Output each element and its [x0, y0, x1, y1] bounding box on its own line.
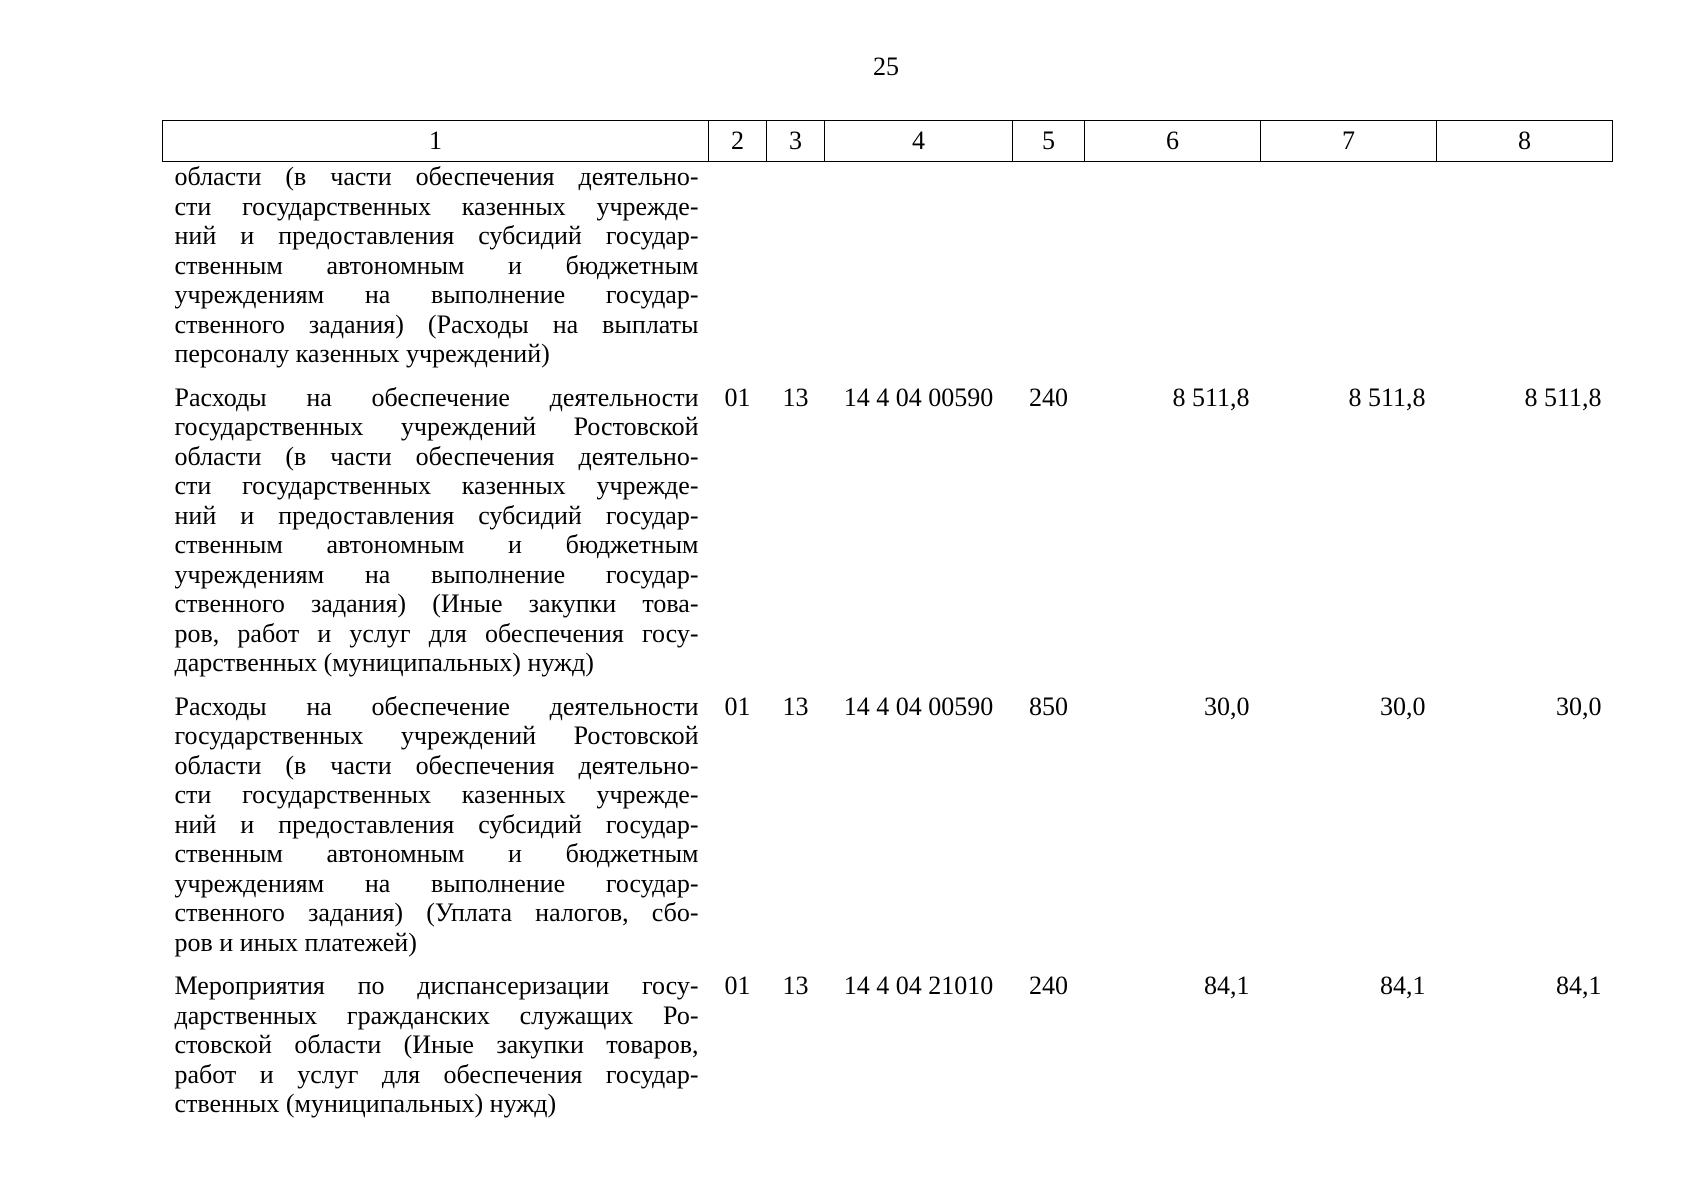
row-description	[163, 971, 709, 1133]
column-header-7: 7	[1261, 121, 1437, 162]
description-line: ний и предоставления субсидий государ-	[174, 500, 699, 530]
row-description	[163, 383, 709, 692]
column-header-5: 5	[1013, 121, 1085, 162]
description-line: ственным автономным и бюджетным	[174, 530, 699, 559]
target-article-code	[825, 162, 1013, 383]
column-header-6: 6	[1085, 121, 1261, 162]
description-line: области (в части обеспечения деятельно-	[174, 441, 699, 471]
column-header-3: 3	[767, 121, 825, 162]
subsection-code	[767, 162, 825, 383]
description-line: ний и предоставления субсидий государ-	[174, 809, 699, 839]
description-line: государственных учреждений Ростовской	[174, 721, 699, 750]
table-row	[163, 383, 1613, 692]
description-line: персоналу казенных учреждений)	[174, 339, 550, 368]
budget-table-container	[162, 120, 1612, 1133]
row-description	[163, 162, 709, 383]
description-line: сти государственных казенных учрежде-	[174, 191, 699, 221]
subsection-code: 13	[782, 691, 809, 721]
page-number: 25	[873, 52, 899, 81]
description-line: Расходы на обеспечение деятельности	[174, 382, 699, 412]
amount-col-6: 84,1	[1204, 971, 1250, 1000]
column-header-1: 1	[163, 121, 709, 162]
row-description	[163, 692, 709, 972]
amount-col-8: 84,1	[1556, 971, 1602, 1000]
amount-col-6	[1085, 162, 1261, 383]
table-row	[163, 692, 1613, 972]
description-line: ственного задания) (Расходы на выплаты	[174, 309, 699, 339]
expense-type-code: 240	[1029, 382, 1068, 412]
expense-type-code: 240	[1029, 971, 1068, 1000]
table-row	[163, 971, 1613, 1133]
amount-col-7: 30,0	[1380, 691, 1426, 721]
description-line: сти государственных казенных учрежде-	[174, 471, 699, 500]
amount-col-7: 84,1	[1380, 971, 1426, 1000]
amount-col-8: 8 511,8	[1524, 382, 1602, 412]
description-line: ственного задания) (Уплата налогов, сбо-	[174, 898, 699, 927]
amount-col-8: 30,0	[1556, 691, 1602, 721]
description-line: ственного задания) (Иные закупки това-	[174, 589, 699, 618]
column-header-2: 2	[709, 121, 767, 162]
description-line: сти государственных казенных учрежде-	[174, 780, 699, 809]
amount-col-6: 8 511,8	[1172, 382, 1250, 412]
target-article-code: 14 4 04 00590	[843, 691, 994, 721]
column-header-4: 4	[825, 121, 1013, 162]
description-line: государственных учреждений Ростовской	[174, 412, 699, 441]
description-line: ров, работ и услуг для обеспечения госу-	[174, 618, 699, 648]
description-line: ний и предоставления субсидий государ-	[174, 221, 699, 250]
target-article-code: 14 4 04 00590	[843, 382, 994, 412]
description-line: ственным автономным и бюджетным	[174, 839, 699, 868]
description-line: учреждениям на выполнение государ-	[174, 559, 699, 589]
expense-type-code: 850	[1029, 691, 1068, 721]
description-line: учреждениям на выполнение государ-	[174, 868, 699, 898]
budget-table	[162, 120, 1613, 1133]
table-header-row	[163, 121, 1613, 162]
amount-col-7: 8 511,8	[1348, 382, 1426, 412]
subsection-code: 13	[782, 382, 809, 412]
description-line: Мероприятия по диспансеризации госу-	[174, 971, 699, 1000]
description-line: работ и услуг для обеспечения государ-	[174, 1059, 699, 1089]
description-line: стовской области (Иные закупки товаров,	[174, 1030, 699, 1059]
expense-type-code	[1013, 162, 1085, 383]
target-article-code: 14 4 04 21010	[843, 971, 994, 1000]
table-body	[163, 162, 1613, 1133]
column-header-8: 8	[1437, 121, 1613, 162]
description-line: ров и иных платежей)	[174, 927, 417, 957]
section-code	[709, 162, 767, 383]
description-line: области (в части обеспечения деятельно-	[174, 750, 699, 780]
subsection-code: 13	[782, 971, 809, 1000]
description-line: ственных (муниципальных) нужд)	[174, 1089, 557, 1118]
table-row	[163, 162, 1613, 383]
description-line: области (в части обеспечения деятельно-	[174, 162, 699, 191]
description-line: учреждениям на выполнение государ-	[174, 280, 699, 309]
description-line: ственным автономным и бюджетным	[174, 250, 699, 280]
amount-col-8	[1437, 162, 1613, 383]
section-code: 01	[724, 971, 751, 1000]
section-code: 01	[724, 382, 751, 412]
description-line: Расходы на обеспечение деятельности	[174, 691, 699, 721]
description-line: дарственных гражданских служащих Ро-	[174, 1000, 699, 1030]
amount-col-6: 30,0	[1204, 691, 1250, 721]
description-line: дарственных (муниципальных) нужд)	[174, 648, 594, 677]
amount-col-7	[1261, 162, 1437, 383]
section-code: 01	[724, 691, 751, 721]
